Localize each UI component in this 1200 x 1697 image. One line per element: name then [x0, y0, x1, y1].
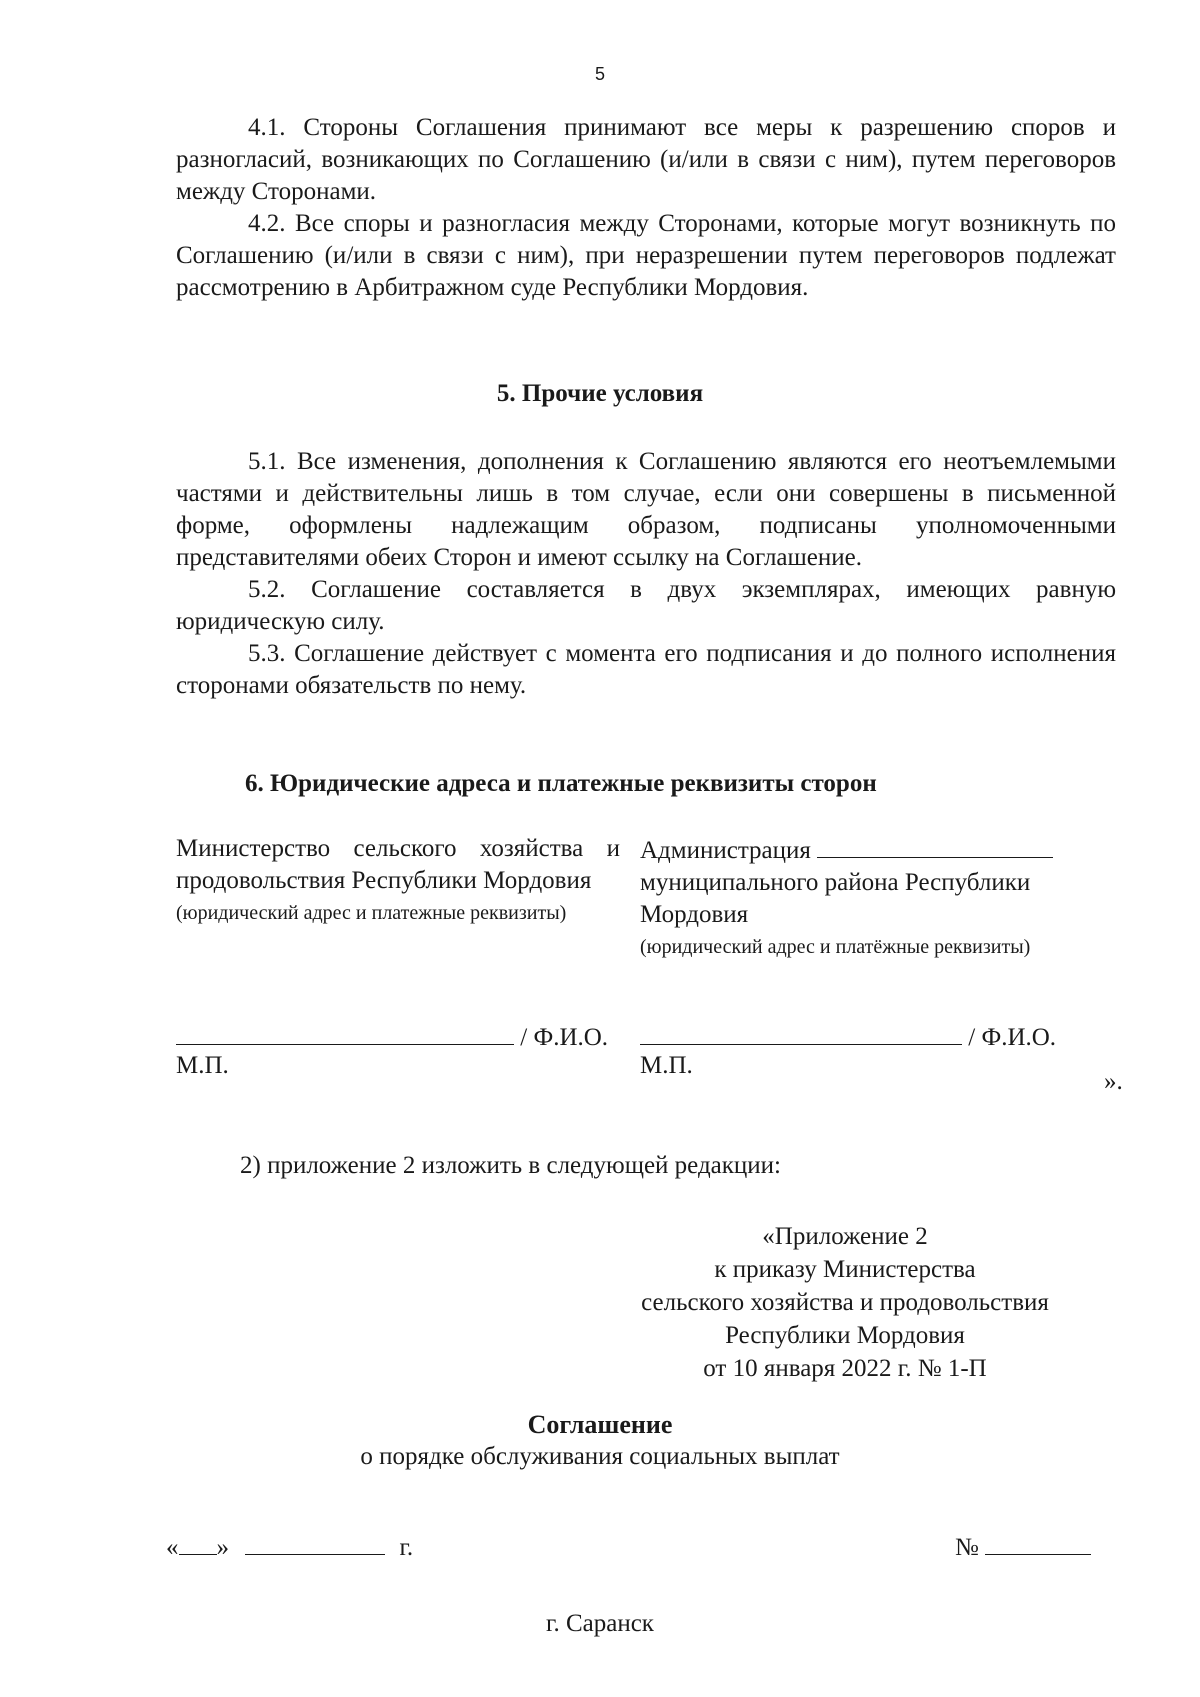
party-right-name-line: [640, 833, 1085, 867]
date-month-blank: [245, 1530, 385, 1555]
agreement-city: г. Саранск: [546, 1610, 654, 1637]
agreement-date: [166, 1530, 413, 1562]
paragraph-5-1: 5.1. Все изменения, дополнения к Соглашению являются его неотъемлемыми частями и действительны лишь в том случае, если они совершены в письменной форме, оформлены надлежащим образом, подписаны уполномоченными представителями обеих Сторон и имеют ссылку на Соглашение.: [176, 448, 1116, 571]
section-4-text: [176, 112, 1116, 304]
party-right-name-rest: муниципального района Республики Мордовия: [640, 869, 1031, 928]
party-right-signature: [640, 1020, 1056, 1052]
party-left-name: Министерство сельского хозяйства и продовольствия Республики Мордовия: [176, 835, 620, 894]
page-number: 5: [594, 64, 605, 84]
agreement-title: Соглашение: [527, 1410, 673, 1439]
date-day-blank: [179, 1530, 217, 1555]
section-6-heading: 6. Юридические адреса и платежные реквизиты сторон: [245, 770, 877, 797]
paragraph-5-3: 5.3. Соглашение действует с момента его подписания и до полного исполнения сторонами обязательств по нему.: [176, 640, 1116, 699]
party-left-stamp: М.П.: [176, 1052, 229, 1079]
party-right-note: (юридический адрес и платёжные реквизиты): [640, 936, 1031, 958]
party-left: [176, 833, 620, 925]
closing-quote: ».: [1104, 1068, 1123, 1095]
approval-line-2: к приказу Министерства: [714, 1256, 976, 1283]
section-5-heading: 5. Прочие условия: [496, 380, 704, 407]
party-left-note: (юридический адрес и платежные реквизиты): [176, 902, 567, 924]
approval-block: [600, 1220, 1090, 1385]
agreement-number: [955, 1530, 1091, 1562]
party-right-fio: / Ф.И.О.: [968, 1024, 1057, 1051]
agreement-subtitle: о порядке обслуживания социальных выплат: [360, 1443, 840, 1470]
number-blank: [985, 1530, 1091, 1555]
party-right-stamp: М.П.: [640, 1052, 693, 1079]
paragraph-5-2: 5.2. Соглашение составляется в двух экземплярах, имеющих равную юридическую силу.: [176, 576, 1116, 635]
paragraph-4-2: 4.2. Все споры и разногласия между Сторонами, которые могут возникнуть по Соглашению (и/или в связи с ним), при неразрешении путем переговоров подлежат рассмотрению в Арбитражном суде Республики Мордовия.: [176, 210, 1116, 301]
approval-line-4: Республики Мордовия: [725, 1322, 965, 1349]
party-left-signature: [176, 1020, 608, 1052]
paragraph-4-1: 4.1. Стороны Соглашения принимают все меры к разрешению споров и разногласий, возникающих по Соглашению (и/или в связи с ним), путем переговоров между Сторонами.: [176, 114, 1116, 205]
party-right-name-blank: [817, 833, 1053, 858]
date-open-quote: «: [166, 1534, 179, 1561]
approval-line-5: от 10 января 2022 г. № 1-П: [703, 1355, 987, 1382]
party-left-fio: / Ф.И.О.: [520, 1024, 609, 1051]
section-5-text: [176, 446, 1116, 702]
item-2-text: 2) приложение 2 изложить в следующей редакции:: [240, 1152, 781, 1179]
approval-line-1: «Приложение 2: [762, 1223, 928, 1250]
party-right: [640, 833, 1085, 959]
party-left-signature-line: [176, 1020, 514, 1045]
number-sign: №: [955, 1534, 979, 1561]
approval-line-3: сельского хозяйства и продовольствия: [641, 1289, 1049, 1316]
party-right-name-prefix: Администрация: [640, 837, 811, 864]
party-right-signature-line: [640, 1020, 962, 1045]
date-close-quote: »: [216, 1534, 229, 1561]
date-year-suffix: г.: [399, 1534, 414, 1561]
